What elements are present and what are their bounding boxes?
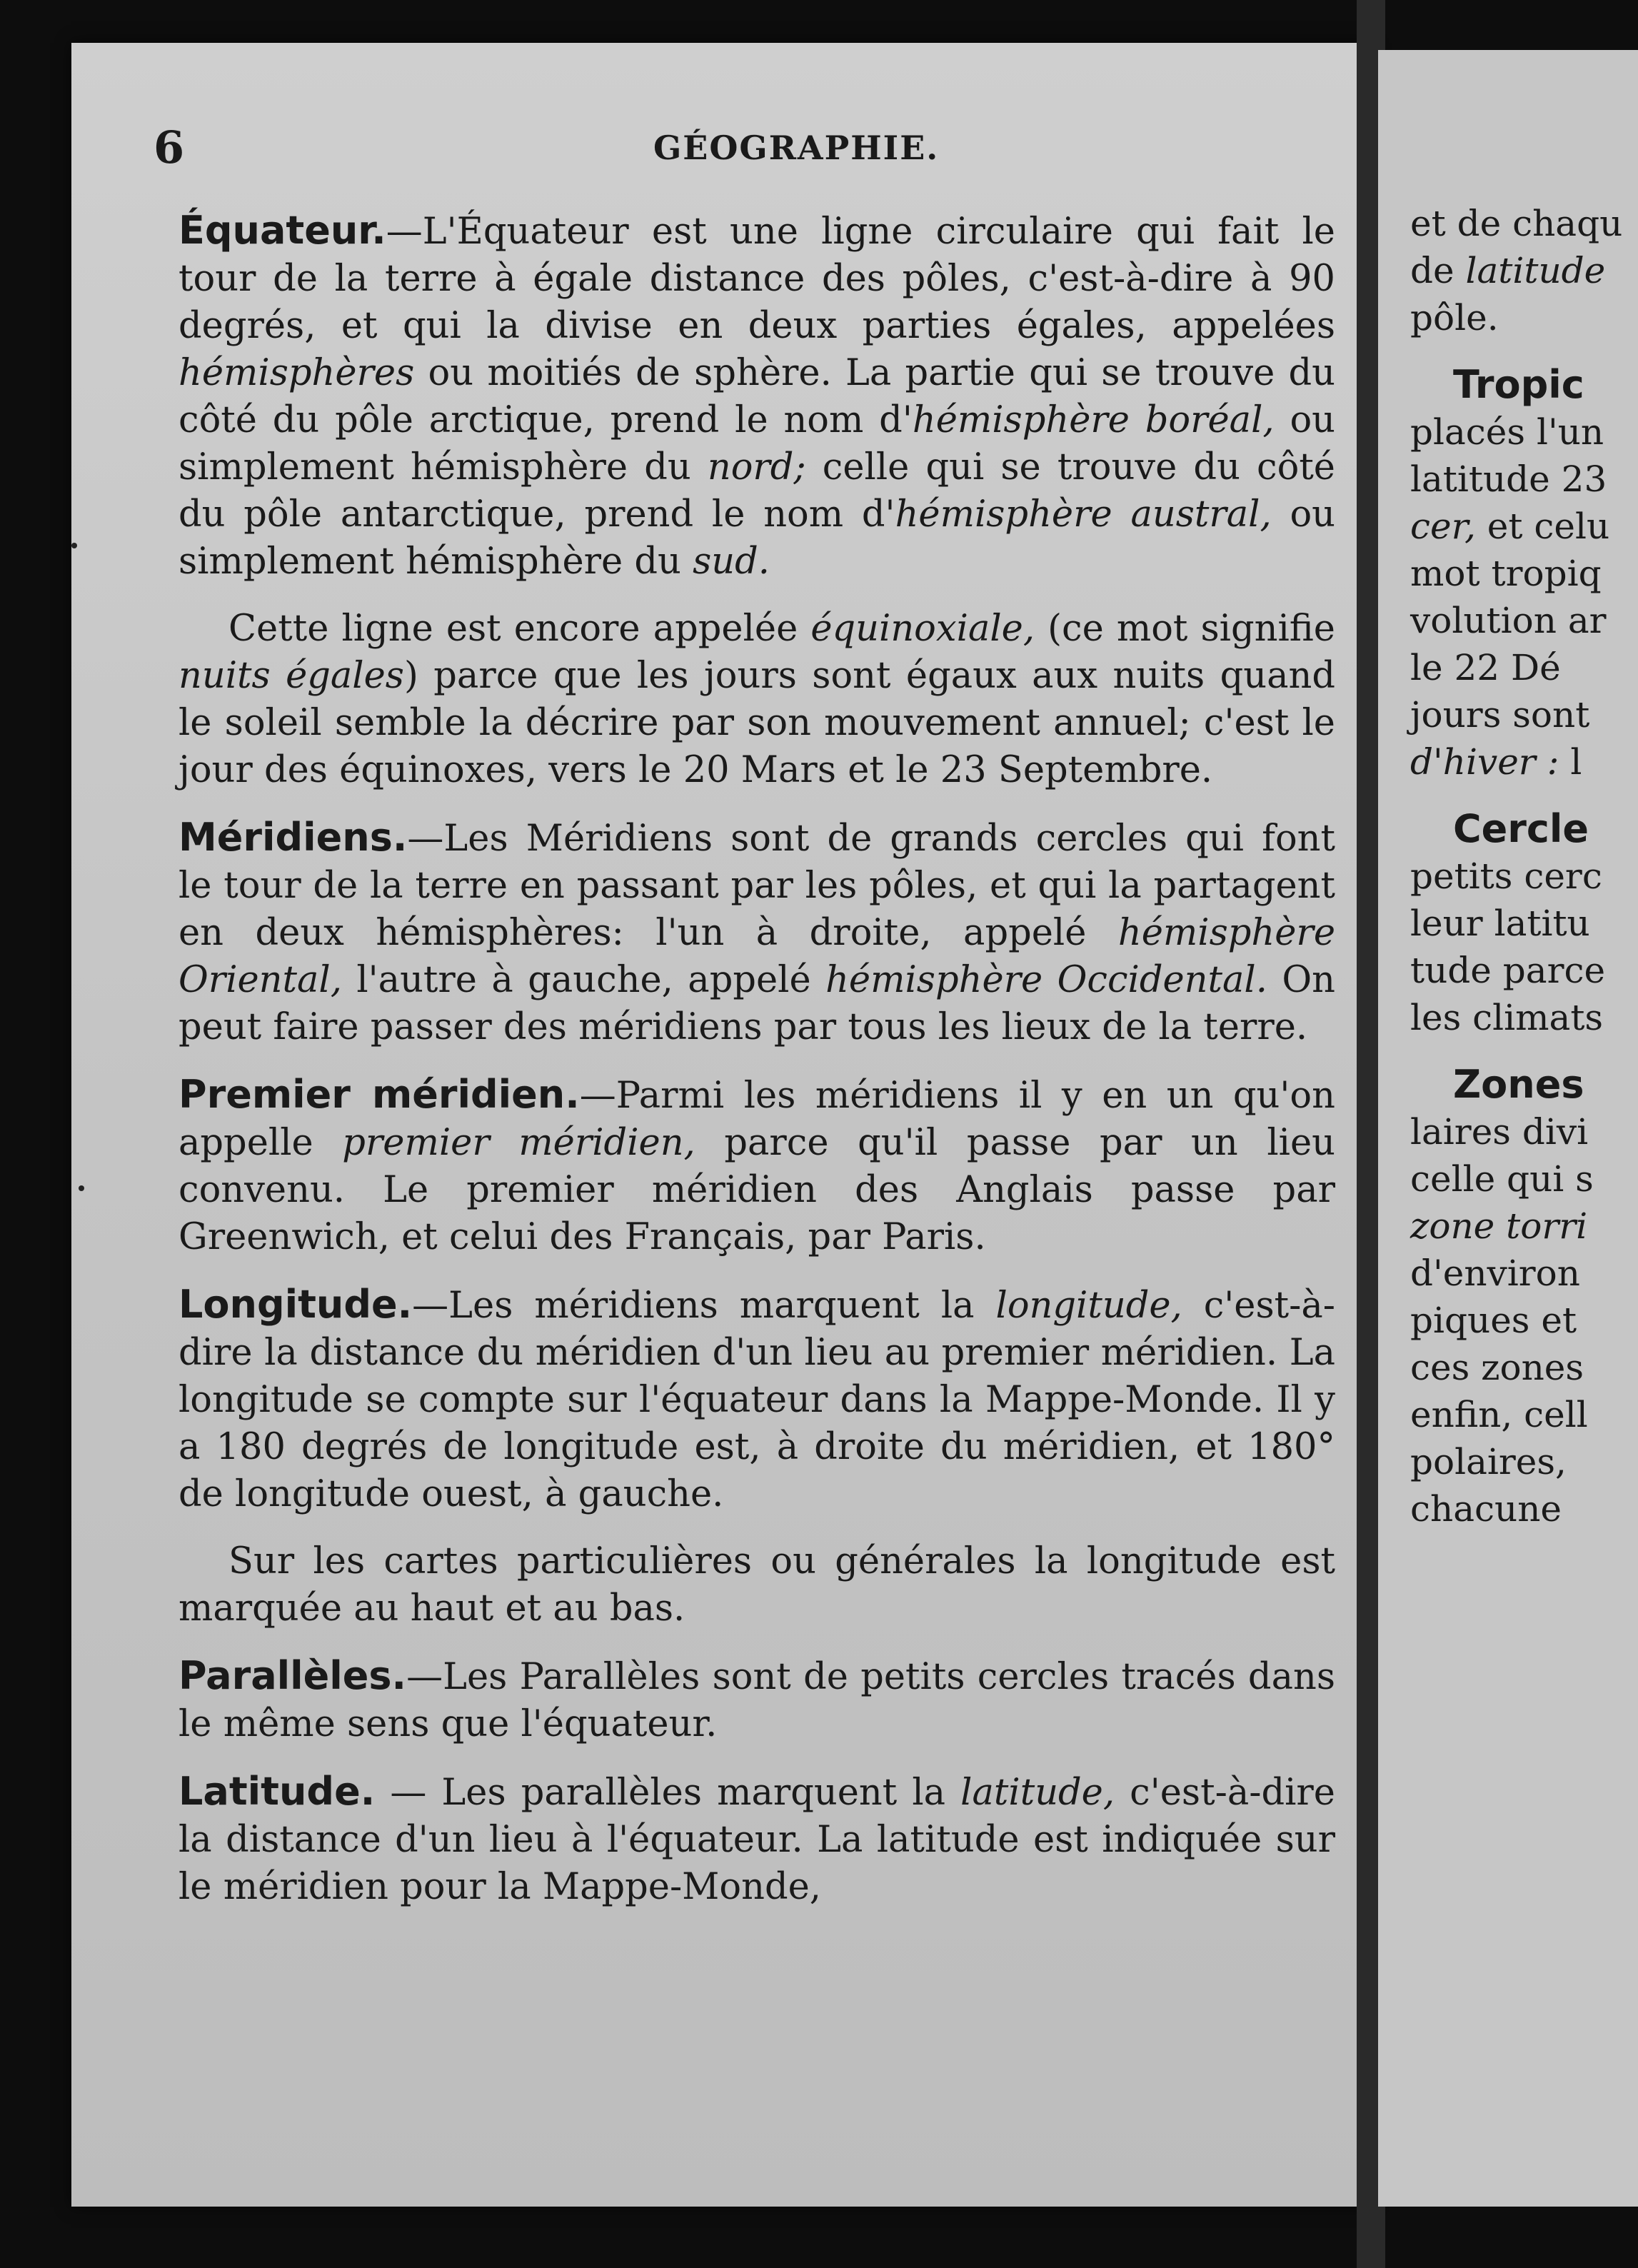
right-line (1410, 550, 1638, 597)
right-line (1410, 947, 1638, 994)
text-run: celle qui s (1410, 1158, 1594, 1200)
text-run: ou simplement hémisphère du (179, 399, 1335, 488)
section-term: Longitude. (179, 1282, 413, 1327)
page-header (154, 121, 1328, 186)
italic-run: latitude, (960, 1772, 1115, 1814)
left-page (71, 43, 1371, 2207)
right-line (1410, 1203, 1638, 1250)
section-term: Premier méridien. (179, 1072, 580, 1117)
italic-run: hémisphère boréal, (912, 399, 1275, 441)
paragraph (179, 1071, 1335, 1261)
italic-run: hémisphère austral, (895, 493, 1272, 536)
section-term: Équateur. (179, 208, 386, 253)
right-line (1410, 200, 1638, 247)
italic-run: longitude, (995, 1285, 1182, 1327)
text-run: ou simplement hémisphère du (179, 493, 1336, 583)
text-run: d'environ (1410, 1253, 1580, 1294)
text-run: c'est-à-dire la distance d'un lieu à l'équateur. La latitude est indiquée sur le méridien pour la Mappe-Monde, (179, 1772, 1335, 1908)
text-run: volution ar (1410, 600, 1607, 641)
right-line (1410, 503, 1638, 550)
right-line (1410, 806, 1638, 853)
right-line (1410, 1108, 1638, 1155)
right-line (1410, 900, 1638, 947)
section-term: Méridiens. (179, 815, 408, 860)
paragraph (179, 1652, 1335, 1748)
text-run: (ce mot signifie (1035, 608, 1335, 650)
italic-run: nuits égales (179, 655, 404, 697)
right-line (1410, 738, 1638, 786)
text-run: c'est-à-dire la distance du méridien d'un lieu au premier méridien. La longitude se compte sur l'équateur dans la Mappe-Monde. Il y a 180 degrés de longitude est, à droite du méridien, et 180° de longitude ouest, à gauche. (179, 1285, 1336, 1515)
text-run: pôle. (1410, 297, 1499, 338)
right-line (1410, 1485, 1638, 1532)
page-number: 6 (154, 121, 185, 174)
text-run: Sur les cartes particulières ou générales la longitude est marquée au haut et au bas. (179, 1540, 1335, 1630)
text-run: laires divi (1410, 1111, 1589, 1153)
text-run: celle qui se trouve du côté du pôle antarctique, prend le nom d' (179, 446, 1335, 536)
italic-run: cer, (1410, 506, 1476, 547)
right-line (1410, 1391, 1638, 1438)
italic-run: hémisphère Oriental, (179, 912, 1335, 1001)
text-run: mot tropiq (1410, 553, 1602, 594)
italic-run: nord; (707, 446, 806, 488)
text-run: On peut faire passer des méridiens par tous les lieux de la terre. (179, 959, 1335, 1048)
right-line (1410, 994, 1638, 1041)
line-gap (1410, 1041, 1638, 1061)
text-run: l (1559, 741, 1582, 783)
text-run: tude parce (1410, 950, 1606, 991)
right-line (1410, 1438, 1638, 1485)
text-run: piques et (1410, 1300, 1577, 1341)
right-page-text (1410, 200, 1638, 1532)
italic-run: hémisphère Occidental. (825, 959, 1267, 1001)
section-term: Zones (1453, 1062, 1584, 1107)
text-run: — Les parallèles marquent la (375, 1772, 961, 1814)
text-run: polaires, (1410, 1441, 1567, 1482)
text-run: —Parmi les méridiens il y en un qu'on appelle (179, 1075, 1335, 1164)
text-run: chacune (1410, 1488, 1562, 1530)
text-run: —Les Méridiens sont de grands cercles qui font le tour de la terre en passant par les pôles, et qui la partagent en deux hémisphères: l'un à droite, appelé (179, 818, 1335, 954)
right-line (1410, 247, 1638, 294)
italic-run: latitude (1465, 250, 1606, 291)
right-line (1410, 361, 1638, 408)
right-line (1410, 408, 1638, 456)
italic-run: équinoxiale, (810, 608, 1035, 650)
text-run: parce qu'il passe par un lieu convenu. Le premier méridien des Anglais passe par Greenwich, et celui des Français, par Paris. (179, 1122, 1335, 1258)
text-run: les climats (1410, 997, 1604, 1038)
text-run: ou moitiés de sphère. La partie qui se trouve du côté du pôle arctique, prend le nom d' (179, 352, 1335, 441)
line-gap (1410, 786, 1638, 806)
text-run: ) parce que les jours sont égaux aux nuits quand le soleil semble la décrire par son mouvement annuel; c'est le jour des équinoxes, vers le 20 Mars et le 23 Septembre. (179, 655, 1335, 791)
text-run: Cette ligne est encore appelée (228, 608, 811, 650)
body-text (179, 207, 1335, 1931)
section-term: Parallèles. (179, 1653, 407, 1698)
line-gap (1410, 341, 1638, 361)
text-run: le 22 Dé (1410, 647, 1561, 688)
italic-run: zone torri (1410, 1205, 1588, 1247)
right-line (1410, 456, 1638, 503)
italic-run: d'hiver : (1410, 741, 1559, 783)
text-run: latitude 23 (1410, 458, 1607, 500)
text-run: petits cerc (1410, 855, 1602, 897)
right-line (1410, 1297, 1638, 1344)
text-run: jours sont (1410, 694, 1590, 736)
text-run: placés l'un (1410, 411, 1604, 453)
paragraph (179, 1538, 1335, 1632)
right-line (1410, 597, 1638, 644)
section-term: Latitude. (179, 1769, 376, 1814)
right-line (1410, 644, 1638, 691)
paragraph (179, 814, 1335, 1051)
text-run: —Les méridiens marquent la (412, 1285, 996, 1327)
paragraph (179, 606, 1335, 794)
section-term: Cercle (1453, 806, 1589, 851)
right-line (1410, 1061, 1638, 1108)
right-line (1410, 1344, 1638, 1391)
text-run: de (1410, 250, 1466, 291)
right-line (1410, 853, 1638, 900)
right-line (1410, 691, 1638, 738)
right-line (1410, 1250, 1638, 1297)
text-run: enfin, cell (1410, 1394, 1588, 1435)
ink-speck (79, 1185, 84, 1191)
running-title: GÉOGRAPHIE. (653, 129, 940, 167)
ink-speck (71, 543, 77, 548)
right-line (1410, 294, 1638, 341)
text-run: l'autre à gauche, appelé (341, 959, 826, 1001)
paragraph (179, 1768, 1335, 1911)
italic-run: hémisphères (179, 352, 415, 394)
right-line (1410, 1155, 1638, 1203)
paragraph (179, 1281, 1335, 1518)
text-run: leur latitu (1410, 903, 1590, 944)
section-term: Tropic (1453, 362, 1584, 407)
italic-run: sud. (693, 541, 770, 583)
paragraph (179, 207, 1335, 586)
text-run: —L'Équateur est une ligne circulaire qui fait le tour de la terre à égale distance des pôles, c'est-à-dire à 90 degrés, et qui la divise en deux parties égales, appelées (179, 211, 1335, 347)
text-run: et celu (1475, 506, 1610, 547)
text-run: ces zones (1410, 1347, 1584, 1388)
italic-run: premier méridien, (342, 1122, 695, 1164)
text-run: et de chaqu (1410, 203, 1623, 244)
right-page (1378, 50, 1638, 2207)
text-run: —Les Parallèles sont de petits cercles tracés dans le même sens que l'équateur. (179, 1656, 1335, 1745)
